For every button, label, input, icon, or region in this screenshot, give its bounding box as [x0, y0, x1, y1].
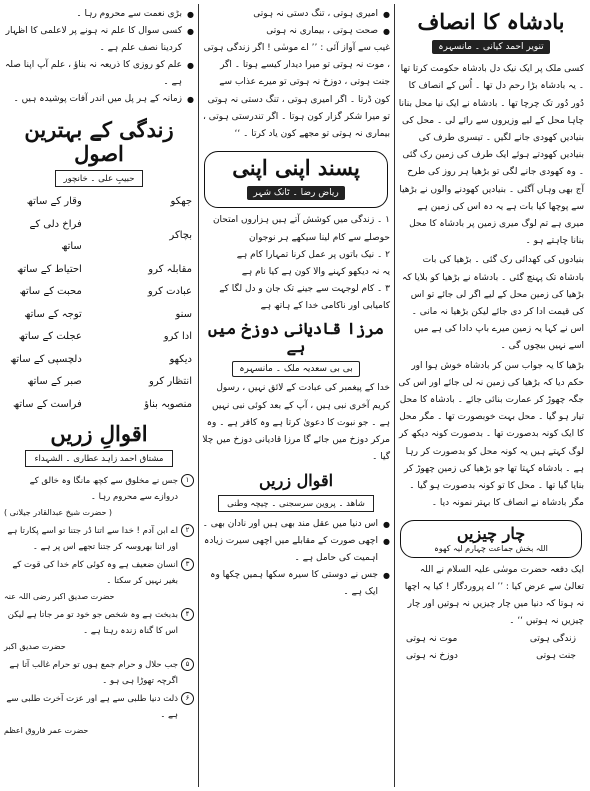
four-things-item: جنت ہوتی — [536, 650, 576, 661]
quote-text: بدبخت ہے وہ شخص جو خود تو مر جاتا ہے لیکن اس کا گناہ زندہ رہتا ہے ۔ — [7, 610, 178, 637]
poem-line: ۲ ۔ نیک باتوں پر عمل کرنا تمہارا کام ہے — [236, 249, 390, 260]
quote-number: ۵ — [181, 658, 194, 671]
middle-quotes-byline: شاھد ۔ پروین سرسجنی ۔ چیچہ وطنی — [218, 495, 374, 512]
story-paragraph-1: کسی ملک پر ایک نیک دل بادشاہ حکومت کرتا تھا ۔ یہ بادشاہ بڑا رحم دل تھا ۔ اُس کے انصاف کا دُور دُور تک چرچا تھا ۔ بادشاہ نے ایک نیا محل بنانا چاہا محل کے لیے وزیروں سے رائے لی ۔ محل کی بنیادیں کھودی جانے لگیں ۔ تیسری طرف کی بنیادیں کھودتے ہوئے ایک طرف کی زمین رک گئی ۔ وہ کھودی جانے لگی تو بڑھیا ہر روز کی طرح آج بھی وہاں آگئی ۔ بنیادیں کھودنے والوں نے بڑھیا سے پوچھا کیا بات ہے یہ دہ اس کی زمین ہے میری ہے تم لوگ میری زمین پر بادشاہ کا محل بنانا چاہتے ہو ۔ — [398, 64, 584, 247]
quote-text: اے ابن آدم ! خدا سے اتنا ڈر جتنا تو اسے پکارتا ہے اور اتنا بھروسہ کر جتنا تجھے اس پر ہے ۔ — [7, 526, 178, 553]
rule-manner: توجہ کے ساتھ — [24, 308, 82, 320]
list-item: ● امیری ہوتی ، تنگ دستی نہ ہوتی — [202, 6, 390, 23]
quote-text: انسان ضعیف ہے وہ کوئی کام خدا کی قوت کے بغیر نہیں کر سکتا ۔ — [12, 560, 178, 587]
middle-quotes-list — [202, 516, 390, 601]
right-column — [394, 0, 590, 791]
list-item: ● کسی سوال کا علم نہ ہونے پر لاعلمی کا اظہار کردینا نصف علم ہے ۔ — [4, 23, 194, 57]
rule-row — [4, 326, 194, 349]
poem-line: ۳ ۔ کام لوجہت سے جینے تک جان و دل لگا کے — [219, 284, 390, 295]
rule-action: بچاکر — [169, 230, 192, 242]
poem-line: یہ نہ دیکھو کہنے والا کون ہے کیا نام ہے — [241, 266, 390, 277]
rule-action: عبادت کرو — [147, 286, 192, 298]
quote-number: ۱ — [181, 474, 194, 487]
rule-row — [4, 394, 194, 417]
rule-manner: فراخ دلی کے ساتھ — [29, 218, 82, 253]
list-item: ● جس نے دوستی کا سیرہ سکھا ہمیں چکھا وہ ایک ہے ۔ — [202, 567, 390, 601]
rule-manner: فراست کے ساتھ — [13, 398, 82, 410]
list-item: ● اچھی صورت کے مقابلے میں اچھی سیرت زیادہ اہمیت کی حامل ہے ۔ — [202, 533, 390, 567]
story-paragraph-3: بڑھیا کا یہ جواب سن کر بادشاہ خوش ہوا اور حکم دیا کہ بڑھیا کی زمین نہ لی جائے اور اس کی جگہ چھوڑ کر عمارت بنائی جائے ۔ بادشاہ کا محل تیار ہو گیا ۔ محل بہت خوبصورت تھا ۔ مگر محل کا ایک کونہ بدصورت تھا ۔ بدصورت کونہ دیکھ کر لوگ کہتے ہیں یہ کونہ محل کو بدصورت کر رہا ہے ۔ بادشاہ کہتا تھا جو بڑھیا کی زمین چھوڑ کر بنایا گیا تھا ۔ محل کا تو کونہ بدصورت ہو گیا ۔ مگر بادشاہ نے انصاف کا بہتر نمونہ دیا ۔ — [398, 360, 584, 509]
rules-title: زندگی کے بہترین اصول — [24, 117, 174, 167]
poem-line: کامیابی اور ناکامی خدا کے ہاتھ ہے — [260, 301, 390, 312]
quote-number: ۶ — [181, 692, 194, 705]
middle-column — [198, 0, 394, 791]
left-quotes-title: اقوالِ زریں — [50, 421, 148, 447]
sect-byline: بی بی سعدیہ ملک ۔ مانسہرہ — [232, 361, 359, 377]
quote-item — [4, 657, 194, 689]
quote-item — [4, 523, 194, 555]
rule-action: مقابلہ کرو — [148, 263, 192, 275]
four-things-item: زندگی ہوتی — [529, 633, 576, 644]
article-byline: تنویر احمد کیانی ۔ مانسہرہ — [432, 40, 549, 54]
quote-text: ذلت دنیا طلبی سے ہے اور عزت آخرت طلبی سے ہے ۔ — [6, 694, 178, 721]
middle-top-list — [202, 6, 390, 40]
poem-title: پسند اپنی اپنی — [232, 155, 360, 181]
quote-reference: حضرت صدیق اکبر — [4, 642, 66, 652]
list-item: ● زمانہ کے ہر پل میں اندر آفات پوشیدہ ہیں ۔ — [4, 91, 194, 108]
rule-manner: عجلت کے ساتھ — [18, 331, 82, 343]
rule-manner: وقار کے ساتھ — [26, 196, 82, 208]
quote-number: ۳ — [181, 558, 194, 571]
quote-item — [4, 473, 194, 521]
quote-text: جب حلال و حرام جمع ہوں تو حرام غالب آتا ہے اگرچہ تھوڑا ہی ہو ۔ — [9, 660, 178, 687]
poem-line: حوصلے سے کام لینا سیکھے ہر نوجوان — [249, 232, 390, 243]
rule-manner: محبت کے ساتھ — [19, 286, 82, 298]
middle-quotes-title: اقوال زریں — [258, 471, 334, 491]
quote-number: ۲ — [181, 524, 194, 537]
quote-item — [4, 607, 194, 655]
rule-row — [4, 281, 194, 304]
rule-row — [4, 191, 194, 214]
rule-action: منصوبہ بناؤ — [144, 398, 192, 410]
article-title-kings-justice: بادشاہ کا انصاف — [417, 9, 565, 34]
four-things-title: چار چیزیں — [456, 524, 526, 544]
quote-reference: ( حضرت شیخ عبدالقادر جیلانی ) — [4, 508, 113, 518]
poem-header — [204, 151, 388, 208]
four-things-item: موت نہ ہوتی — [406, 633, 458, 644]
four-things-row-1 — [398, 631, 584, 648]
rules-table — [4, 191, 194, 416]
four-things-byline: اللہ بخش جماعت چہارم لیہ کھوہ — [434, 543, 548, 553]
rule-manner: صبر کے ساتھ — [27, 376, 82, 388]
list-item: ● علم کو روزی کا ذریعہ نہ بناؤ ، علم آپ اپنا صلہ ہے ۔ — [4, 57, 194, 91]
story-paragraph-2: بنیادوں کی کھدائی رک گئی ۔ بڑھیا کی بات بادشاہ تک پہنچ گئی ۔ بادشاہ نے بڑھیا کو بلایا کہ بڑھیا کی زمین محل کے لیے اگر لی جائے تو اس کی قیمت ادا کر دی جائے لیکن بڑھیا نہ مانی ۔ اس نے کہا یہ زمین میرے باپ دادا کی ہے میں اسے نہیں بیچوں گی ۔ — [402, 255, 584, 352]
poem-lines — [202, 212, 390, 315]
quote-item — [4, 557, 194, 605]
left-quotes-list — [4, 473, 194, 739]
quote-reference: حضرت صدیق اکبر رضی اللہ عنہ — [4, 592, 115, 602]
rule-row — [4, 371, 194, 394]
left-column — [0, 0, 198, 791]
four-things-row-2 — [398, 648, 584, 665]
sect-text: خدا کے پیغمبر کی عبادت کے لائق نہیں ، رسول کریم آخری نبی ہیں ، آپ کے بعد کوئی نبی نہیں ہے ۔ جو نبوت کا دعویٰ کرتا ہے وہ کافر ہے ۔ وہ مرکر دوزخ میں جائے گا مرزا قادیانی دوزخ میں چلا گیا ۔ — [202, 383, 390, 463]
rule-row — [4, 214, 194, 259]
four-things-text: ایک دفعہ حضرت موسٰی علیہ السلام نے اللہ تعالیٰ سے عرض کیا : ’’ اے پروردگار ! کیا یہ اچھا نہ ہوتا کہ دنیا میں چار چیزیں نہ ہوتیں اور چار چیزیں نہ ہوتیں ‘‘ ۔ — [404, 564, 584, 627]
poem-byline: ریاض رضا ۔ ٹانک شہر — [247, 186, 345, 200]
four-things-header — [400, 520, 582, 557]
four-things-item: دوزخ نہ ہوتی — [406, 650, 458, 661]
quote-reference: حضرت عمر فاروق اعظم — [4, 726, 89, 736]
quote-number: ۴ — [181, 608, 194, 621]
rule-action: انتظار کرو — [149, 376, 192, 388]
middle-top-text: غیب سے آواز آئی : ’’ اے موسٰی ! اگر زندگی ہوتی ، موت نہ ہوتی تو میرا دیدار کیسے ہوتا ۔ اگر جنت ہوتی ، دوزخ نہ ہوتی تو میرے عذاب سے کون ڈرتا ۔ اگر امیری ہوتی ، تنگ دستی نہ ہوتی تو میرا شکر گزار کون ہوتا ۔ اگر تندرستی ہوتی ، بیماری نہ ہوتی تو مجھے کون یاد کرتا ۔ ‘‘ — [203, 43, 390, 140]
rule-action: دیکھو — [169, 353, 192, 365]
rule-row — [4, 259, 194, 282]
sect-title: مرزا قادیانی دوزخ میں ہے — [207, 318, 385, 356]
quote-item — [4, 691, 194, 739]
rule-action: ادا کرو — [163, 331, 192, 343]
poem-line: ۱ ۔ زندگی میں کوشش آتے ہیں ہزاروں امتحان — [212, 215, 390, 226]
rule-row — [4, 349, 194, 372]
rule-manner: دلچسپی کے ساتھ — [10, 353, 82, 365]
list-item: ● اس دنیا میں عقل مند بھی ہیں اور نادان بھی ۔ — [202, 516, 390, 533]
list-item: ● بڑی نعمت سے محروم رہا ۔ — [4, 6, 194, 23]
rule-row — [4, 304, 194, 327]
left-top-list — [4, 6, 194, 108]
rules-byline: حبیبِ علی ۔ خانچور — [55, 170, 144, 187]
left-quotes-byline: مشتاق احمد زاہد عطاری ۔ الشہداء — [25, 450, 172, 467]
rule-action: جھکو — [170, 196, 192, 208]
list-item: ● صحت ہوتی ، بیماری نہ ہوتی — [202, 23, 390, 40]
quote-text: جس نے مخلوق سے کچھ مانگا وہ خالق کے دروازے سے محروم رہا ۔ — [29, 476, 178, 503]
rule-manner: احتیاط کے ساتھ — [17, 263, 82, 275]
rule-action: سنو — [175, 308, 192, 320]
